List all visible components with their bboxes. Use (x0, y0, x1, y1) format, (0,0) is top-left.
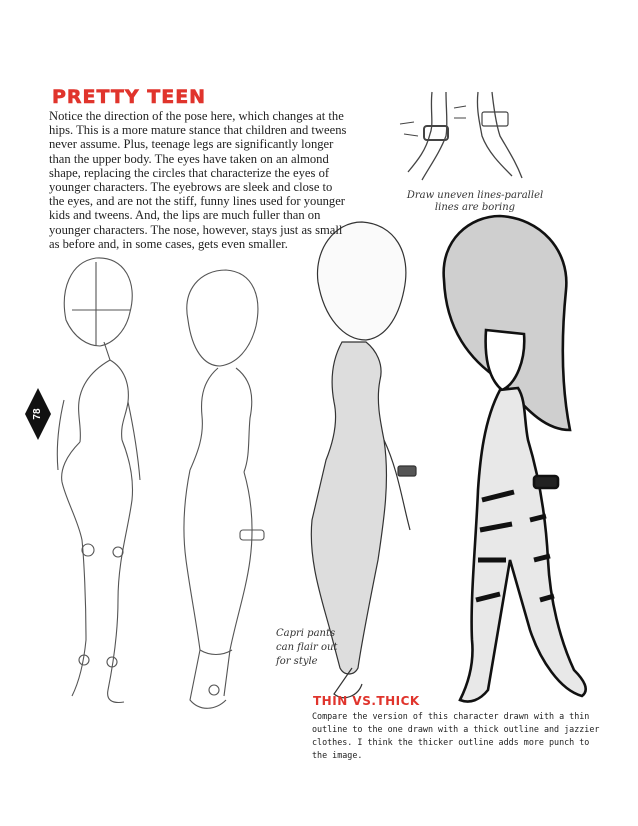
outline-detail-sketch (400, 92, 522, 180)
intro-paragraph: Notice the direction of the pose here, which changes at the hips. This is a more mature stance that children and tweens never assume. Plus, teenage legs are significantly longer than the upper body. The eyes have taken on an almond shape, replacing the circles that characterize the eyes of younger characters. The eyebrows are sleek and close to the eyes, and are not the stiff, funny lines used for younger kids and tweens. And, the lips are much fuller than on younger characters. The nose, however, stays just as small as before and, in some cases, gets even smaller. (49, 109, 347, 251)
page-title: PRETTY TEEN (52, 86, 207, 108)
figure-light-sketch (184, 270, 264, 708)
figure-construction (57, 258, 140, 703)
page-number: 78 (32, 408, 43, 420)
capri-annotation-line-3: for style (276, 656, 318, 667)
lines-annotation (400, 190, 550, 214)
capri-annotation (276, 627, 346, 669)
section-caption: Compare the version of this character drawn with a thin outline to the one drawn with a thick outline and jazzier clothes. I think the thicker outline adds more punch to the image. (312, 711, 600, 760)
capri-annotation-line-1: Capri pants (276, 628, 336, 639)
lines-annotation-line-1: Draw uneven lines-parallel (406, 190, 544, 201)
lines-annotation-line-2: lines are boring (434, 202, 516, 213)
capri-annotation-line-2: can flair out (276, 642, 338, 653)
figure-thick-outline (444, 216, 586, 702)
section-title: THIN VS.THICK (313, 694, 420, 708)
